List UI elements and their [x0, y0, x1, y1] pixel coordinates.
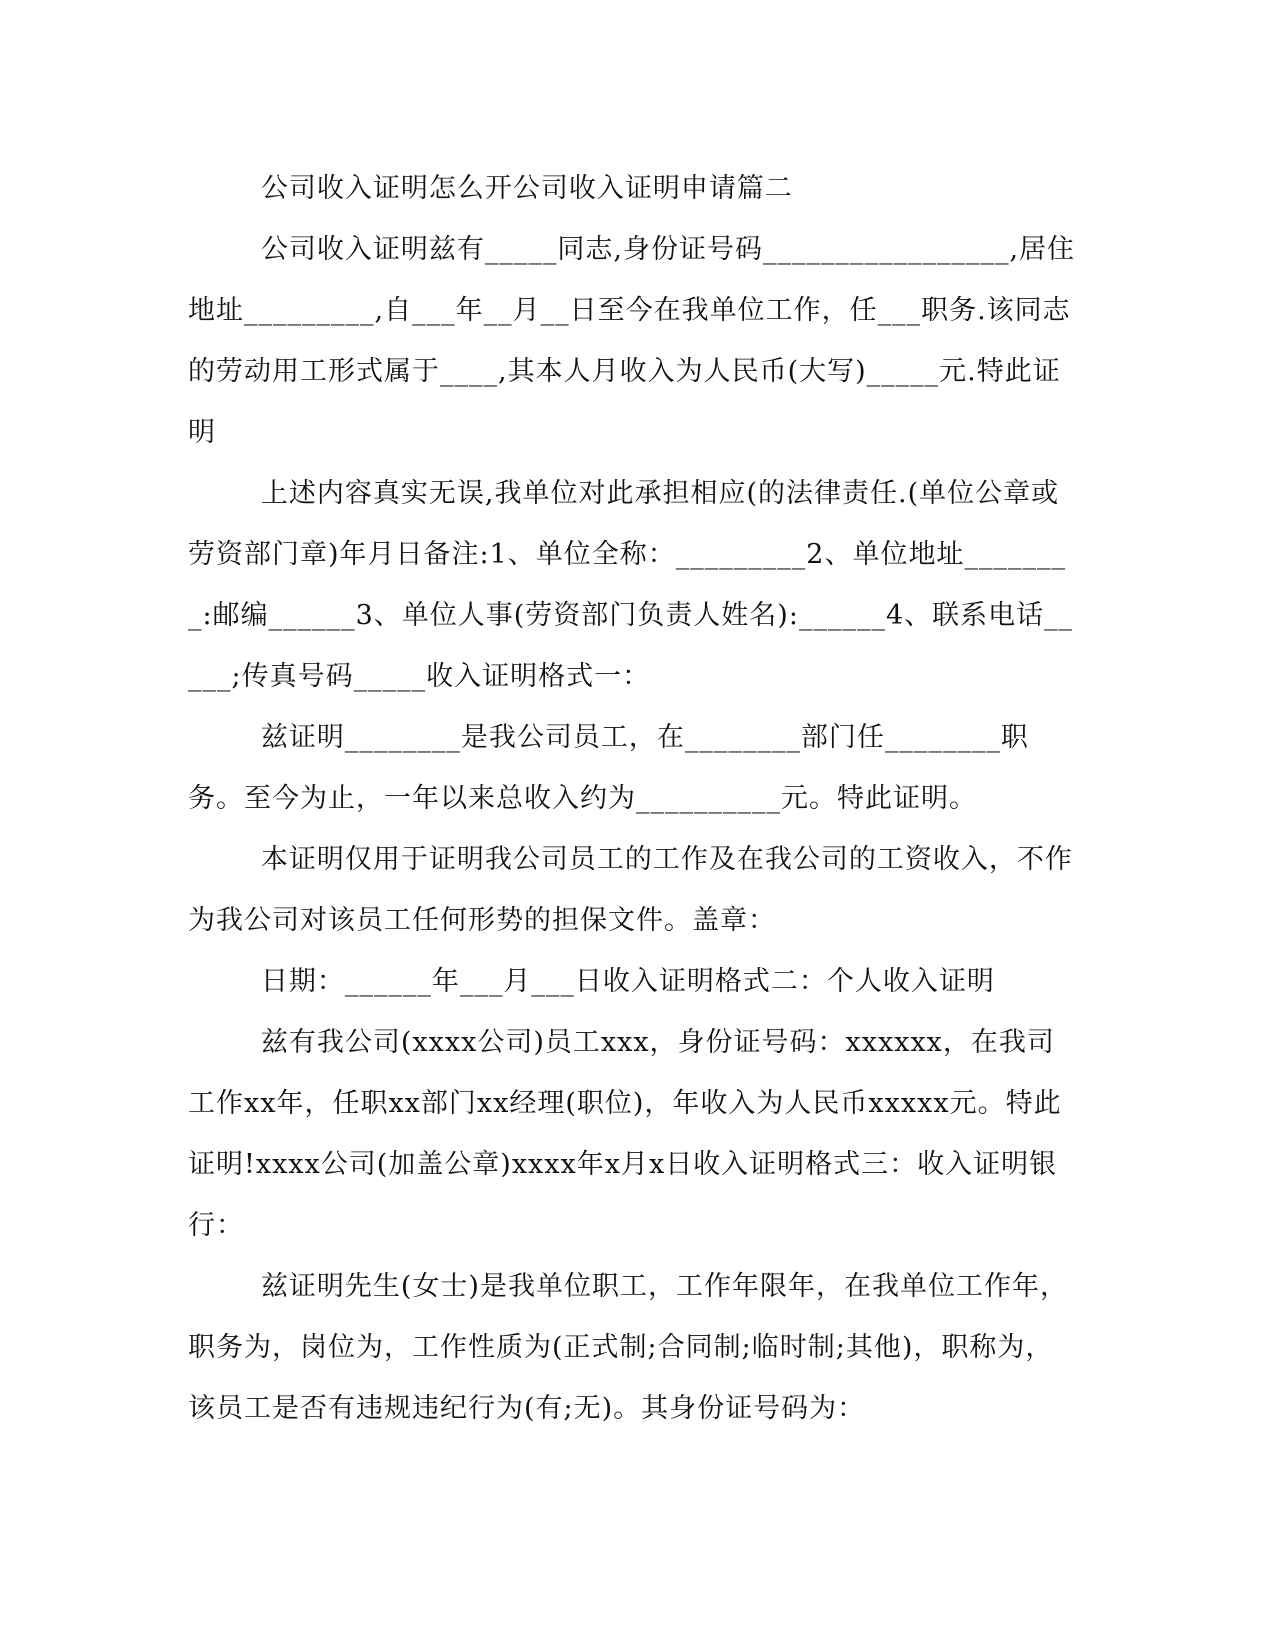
paragraph-bank-format: 兹证明先生(女士)是我单位职工，工作年限年，在我单位工作年，职务为，岗位为，工作性质为(正式制;合同制;临时制;其他)，职称为，该员工是否有违规违纪行为(有;无)。其身份证号码为： [188, 1271, 1068, 1424]
paragraph-company-income-certificate: 公司收入证明兹有_____同志,身份证号码_________________,居住地址_________,自___年__月__日至今在我单位工作，任___职务.该同志的劳动用工形式属于____,其本人月收入为人民币(大写)_____元.特此证明 [188, 234, 1076, 448]
document-title: 公司收入证明怎么开公司收入证明申请篇二 [260, 173, 793, 204]
paragraph-declaration-notes: 上述内容真实无误,我单位对此承担相应(的法律责任.(单位公章或劳资部门章)年月日备注:1、单位全称：_________2、单位地址________:邮编______3、单位人事(劳资部门负责人姓名):______4、联系电话_____;传真号码_____收入证明格式一： [188, 478, 1074, 692]
paragraph-format-one: 兹证明________是我公司员工，在________部门任________职务。至今为止，一年以来总收入约为__________元。特此证明。 [188, 722, 1029, 814]
paragraph-date-format-two: 日期：______年___月___日收入证明格式二：个人收入证明 [260, 966, 995, 997]
document-body [188, 158, 1078, 1439]
paragraph-personal-income: 兹有我公司(xxxx公司)员工xxx，身份证号码：xxxxxx，在我司工作xx年，任职xx部门xx经理(职位)，年收入为人民币xxxxx元。特此证明!xxxx公司(加盖公章)xxxx年x月x日收入证明格式三：收入证明银行： [188, 1027, 1062, 1241]
paragraph-usage-statement: 本证明仅用于证明我公司员工的工作及在我公司的工资收入，不作为我公司对该员工任何形势的担保文件。盖章： [188, 844, 1073, 936]
